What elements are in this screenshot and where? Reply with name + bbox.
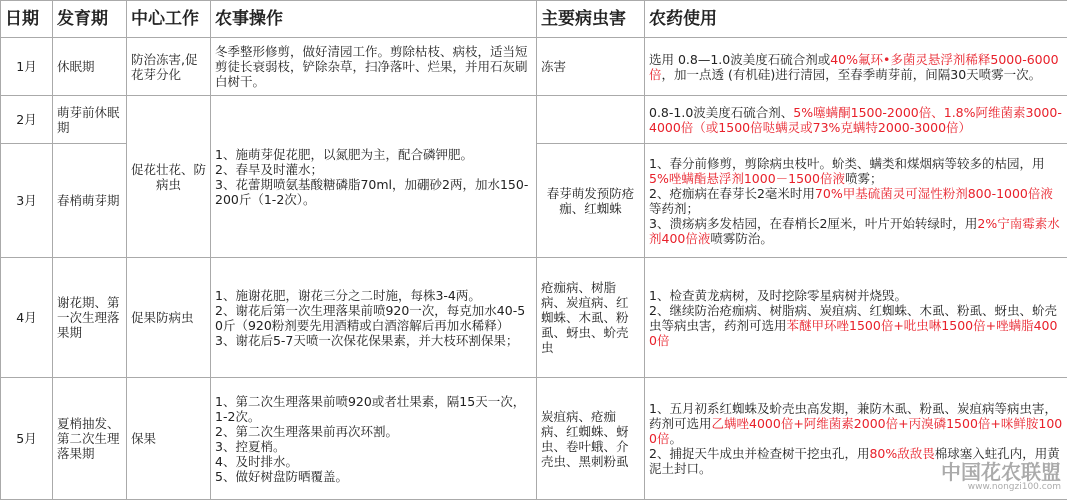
- pesticide-text: 等药剂；: [649, 200, 700, 216]
- ops-line: 1、施萌芽促花肥，以氮肥为主，配合磷钾肥。: [215, 146, 473, 162]
- ops-cell: [211, 38, 537, 96]
- ops-line: 2、春旱及时灌水；: [215, 161, 323, 177]
- ops-line: 4、及时排水。: [215, 453, 298, 469]
- pesticide-text: 。: [669, 431, 682, 446]
- pesticide-highlight: 40%氟环•多菌灵悬浮剂稀释5000-6000倍: [649, 51, 1059, 82]
- header-row: [1, 1, 1067, 38]
- pesticide-cell: [645, 258, 1067, 378]
- stage-cell: 夏梢抽发、第二次生理落果期: [53, 378, 127, 500]
- pesticide-highlight: 70%甲基硫菌灵可湿性粉剂800-1000倍液: [814, 185, 1053, 201]
- pesticide-highlight: 乙螨唑4000倍+阿维菌素2000倍+丙溴磷1500倍+咪鲜胺1000倍: [649, 416, 1063, 446]
- pesticide-line: 1、检查黄龙病树，及时挖除零星病树并烧毁。: [649, 287, 907, 303]
- header-operations: 农事操作: [211, 1, 537, 38]
- pesticide-highlight: 2%宁南霉素水剂400倍液: [649, 215, 1060, 246]
- center-cell: 保果: [127, 378, 211, 500]
- ops-line: 1、施谢花肥，谢花三分之二时施，每株3-4两。: [215, 287, 481, 303]
- ops-line: 5、做好树盘防晒覆盖。: [215, 468, 348, 484]
- header-pesticide: 农药使用: [645, 1, 1067, 38]
- pesticide-highlight: 5%唑螨酯悬浮剂1000－1500倍液: [649, 170, 845, 186]
- pesticide-text: 2、继续防治疮痂病、树脂病、炭疽病、红蜘蛛、木虱、粉虱、蚜虫、蚧壳虫等病虫害，药剂可选用: [649, 302, 1057, 333]
- pests-cell: 冻害: [537, 38, 645, 96]
- ops-cell: [211, 378, 537, 500]
- stage-cell: 萌芽前休眠期: [53, 96, 127, 144]
- pesticide-text: 喷雾；: [844, 170, 883, 186]
- pesticide-text: 2、疮痂病在春芽长2毫米时用: [649, 185, 815, 201]
- pesticide-line: [649, 186, 1063, 216]
- pesticide-text: 棉球塞入蛀孔内，用黄泥土封口。: [649, 446, 1060, 476]
- pesticide-line: [649, 303, 1063, 348]
- ops-line: 3、谢花后5-7天喷一次保花保果素，并大枝环割保果；: [215, 332, 519, 348]
- header-center: 中心工作: [127, 1, 211, 38]
- ops-cell: [211, 258, 537, 378]
- pesticide-text: 喷雾防治。: [710, 230, 773, 246]
- pesticide-line: [649, 156, 1063, 186]
- center-cell: 促果防病虫: [127, 258, 211, 378]
- header-date: 日期: [1, 1, 53, 38]
- pesticide-line: [649, 216, 1063, 246]
- month-cell: 4月: [1, 258, 53, 378]
- pests-cell: 疮痂病、树脂病、炭疽病、红蜘蛛、木虱、粉虱、蚜虫、蚧壳虫: [537, 258, 645, 378]
- stage-cell: 春梢萌芽期: [53, 144, 127, 258]
- pesticide-highlight: 苯醚甲环唑1500倍+吡虫啉1500倍+唑螨脂4000倍: [649, 317, 1058, 348]
- table-row: [1, 378, 1067, 500]
- pesticide-highlight: 5%噻螨酮1500-2000倍、1.8%阿维菌素3000-4000倍（或1500倍哒螨灵或73%克螨特2000-3000倍）: [649, 104, 1062, 135]
- pesticide-cell: [645, 144, 1067, 258]
- table-row: [1, 38, 1067, 96]
- pesticide-highlight: 80%敌敌畏: [869, 446, 935, 461]
- pesticide-text: 1、春分前修剪，剪除病虫枝叶。蚧类、螨类和煤烟病等较多的枯园，用: [649, 155, 1045, 171]
- watermark-text: 中国花农联盟: [941, 460, 1061, 484]
- ops-line: 3、花蕾期喷氨基酸糖磷脂70ml，加硼砂2两，加水150-200斤（1-2次）。: [215, 176, 529, 207]
- header-pests: 主要病虫害: [537, 1, 645, 38]
- ops-line: 3、控夏梢。: [215, 438, 286, 454]
- center-text: 促花壮花、防病虫: [131, 161, 207, 192]
- month-cell: 5月: [1, 378, 53, 500]
- pesticide-text: 1、五月初系红蜘蛛及蚧壳虫高发期，兼防木虱、粉虱、炭疽病等病虫害，药剂可选用: [649, 401, 1057, 431]
- center-cell: 防治冻害,促花芽分化: [127, 38, 211, 96]
- pesticide-text: 2、捕捉天牛成虫并检查树干挖虫孔，用: [649, 446, 870, 461]
- pests-cell: [537, 96, 645, 144]
- table-row: [1, 258, 1067, 378]
- pesticide-text: 0.8-1.0波美度石硫合剂、: [649, 104, 794, 120]
- pesticide-text: 3、溃疡病多发桔园，在春梢长2厘米，叶片开始转绿时，用: [649, 215, 978, 231]
- ops-cell-merged: [211, 96, 537, 258]
- watermark-url: www.nongzi100.com: [967, 482, 1061, 492]
- pesticide-text: 选用 0.8—1.0波美度石硫合剂或: [649, 51, 831, 67]
- center-cell-merged: [127, 96, 211, 258]
- stage-cell: 谢花期、第一次生理落果期: [53, 258, 127, 378]
- header-stage: 发育期: [53, 1, 127, 38]
- ops-line: 冬季整形修剪，做好清园工作。剪除枯枝、病枝，适当短剪徒长衰弱枝，铲除杂草，扫净落叶、烂果，并用石灰刷白树干。: [215, 44, 528, 89]
- table-row: [1, 96, 1067, 144]
- pesticide-cell: [645, 378, 1067, 500]
- month-cell: 3月: [1, 144, 53, 258]
- ops-line: 2、第二次生理落果前再次环割。: [215, 423, 398, 439]
- pesticide-line: [649, 401, 1063, 446]
- ops-line: 1、第二次生理落果前喷920或者壮果素，隔15天一次，1-2次。: [215, 393, 526, 424]
- pesticide-cell: [645, 38, 1067, 96]
- stage-cell: 休眠期: [53, 38, 127, 96]
- pesticide-text: ，加一点透 (有机硅)进行清园，至春季萌芽前，间隔30天喷雾一次。: [661, 66, 1042, 82]
- month-cell: 1月: [1, 38, 53, 96]
- watermark-logo: [941, 460, 1061, 495]
- ops-line: 2、谢花后第一次生理落果前喷920一次，每克加水40-50斤（920粉剂要先用酒精或白酒溶解后再加水稀释）: [215, 302, 526, 333]
- month-cell: 2月: [1, 96, 53, 144]
- pesticide-cell: [645, 96, 1067, 144]
- pests-cell: 春芽萌发预防疮痂、红蜘蛛: [537, 144, 645, 258]
- pests-cell: 炭疽病、疮痂病、红蜘蛛、蚜虫、卷叶蛾、介壳虫、黑刺粉虱: [537, 378, 645, 500]
